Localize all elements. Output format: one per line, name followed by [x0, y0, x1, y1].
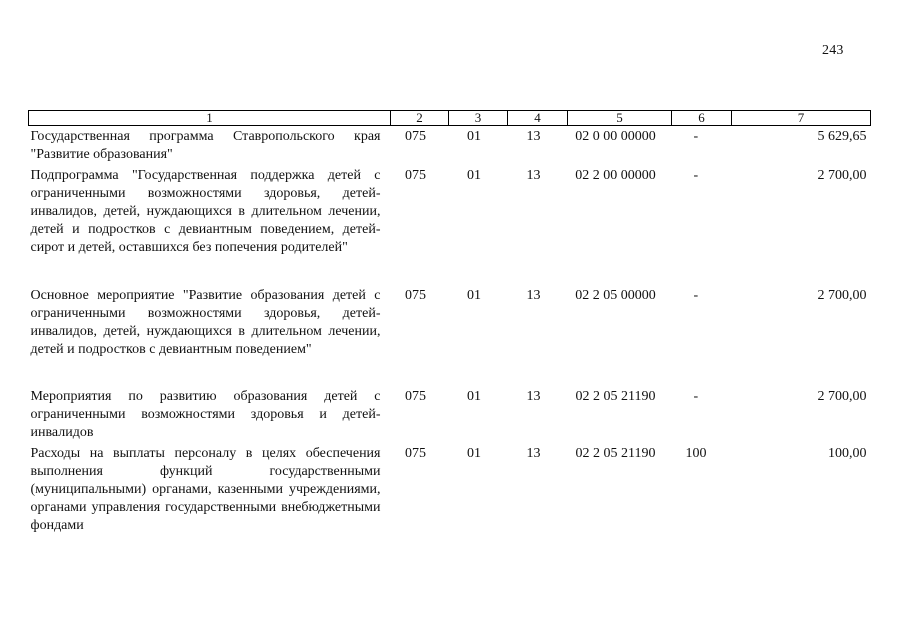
row-target-article: 02 2 05 21190 [575, 389, 656, 404]
row-expense-type: - [693, 129, 699, 144]
row-subsection: 13 [526, 288, 541, 303]
row-target-article: 02 2 05 00000 [575, 288, 656, 303]
row-name: Основное мероприятие "Развитие образования детей с ограниченными возможностями здоровья, детей-инвалидов, детей, нуждающихся в длительном лечении, детей и подростков с девиантным поведением" [30, 288, 381, 357]
row-subsection: 13 [526, 129, 541, 144]
table-row [29, 285, 871, 386]
row-amount: 100,00 [828, 446, 867, 461]
row-section: 01 [467, 288, 481, 303]
column-header-4: 4 [508, 111, 568, 126]
table-row [29, 386, 871, 443]
row-section: 01 [467, 389, 481, 404]
column-header-7: 7 [732, 111, 871, 126]
row-name: Государственная программа Ставропольского края "Развитие образования" [30, 129, 381, 162]
column-header-5: 5 [568, 111, 672, 126]
table-header-row [29, 111, 871, 126]
row-expense-type: - [693, 288, 699, 303]
row-section: 01 [467, 446, 481, 461]
row-subsection: 13 [526, 168, 541, 183]
row-ministry: 075 [405, 168, 426, 183]
table-row [29, 165, 871, 285]
table-row [29, 126, 871, 166]
row-amount: 5 629,65 [817, 129, 867, 144]
row-subsection: 13 [526, 446, 541, 461]
column-header-1: 1 [29, 111, 391, 126]
column-header-6: 6 [672, 111, 732, 126]
row-section: 01 [467, 168, 481, 183]
row-name: Мероприятия по развитию образования детей с ограниченными возможностями здоровья и детей-инвалидов [30, 389, 381, 440]
row-expense-type: - [693, 389, 699, 404]
row-amount: 2 700,00 [817, 288, 867, 303]
row-name: Подпрограмма "Государственная поддержка детей с ограниченными возможностями здоровья, детей-инвалидов, детей, нуждающихся в длительном лечении, детей и подростков с девиантным поведением, детей-сирот и детей, оставшихся без попечения родителей" [30, 168, 381, 255]
row-subsection: 13 [526, 389, 541, 404]
table-row [29, 443, 871, 535]
page-number: 243 [822, 43, 844, 58]
column-header-2: 2 [391, 111, 449, 126]
budget-table [28, 110, 871, 535]
row-section: 01 [467, 129, 481, 144]
row-target-article: 02 2 05 21190 [575, 446, 656, 461]
row-ministry: 075 [405, 389, 426, 404]
row-ministry: 075 [405, 288, 426, 303]
row-ministry: 075 [405, 446, 426, 461]
row-expense-type: 100 [685, 446, 707, 461]
row-amount: 2 700,00 [817, 168, 867, 183]
row-amount: 2 700,00 [817, 389, 867, 404]
row-ministry: 075 [405, 129, 426, 144]
row-target-article: 02 2 00 00000 [575, 168, 656, 183]
row-expense-type: - [693, 168, 699, 183]
column-header-3: 3 [449, 111, 508, 126]
row-name: Расходы на выплаты персоналу в целях обеспечения выполнения функций государственными (муниципальными) органами, казенными учреждениями, органами управления государственными внебюджетными фондами [30, 446, 381, 533]
row-target-article: 02 0 00 00000 [575, 129, 656, 144]
